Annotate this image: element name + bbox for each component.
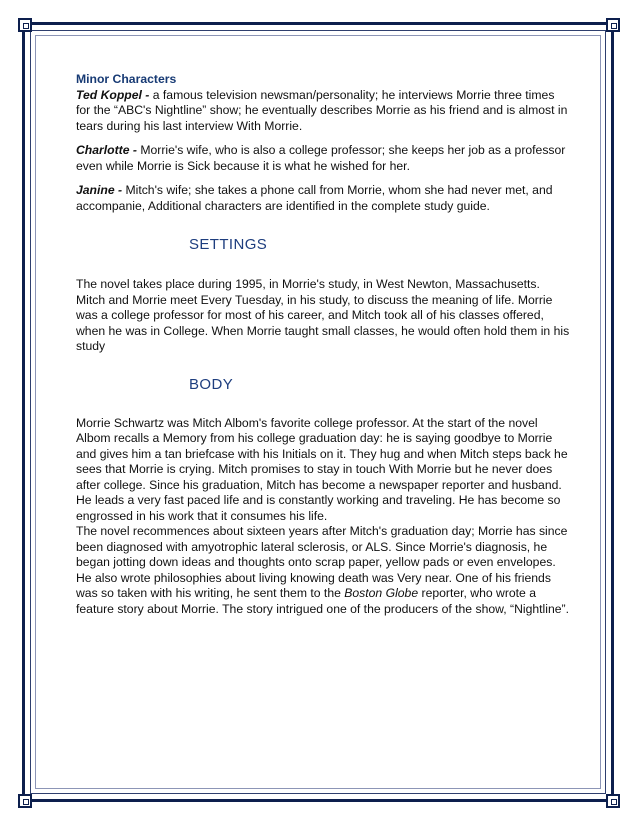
character-description: Morrie's wife, who is also a college professor; she keeps her job as a professor even while Morrie is Sick because it is what he wished for her. <box>76 143 566 173</box>
character-name: Ted Koppel - <box>76 87 153 102</box>
newspaper-name: Boston Globe <box>344 586 419 600</box>
settings-paragraph: The novel takes place during 1995, in Morrie's study, in West Newton, Massachusetts. Mitch and Morrie meet Every Tuesday, in his study, to discuss the meaning of life. Morrie was a college professor for most of his career, and Mitch took all of his classes offered, when he was in College. When Morrie taught small classes, he would often hold them in his study <box>76 277 570 353</box>
character-ted-koppel <box>76 88 572 135</box>
character-name: Charlotte - <box>76 143 141 157</box>
corner-ornament-top-left <box>18 18 32 32</box>
character-janine <box>76 183 572 214</box>
body-paragraph-2-text: The novel recommences about sixteen years after Mitch's graduation day; Morrie has since been diagnosed with amyotrophic lateral sclerosis, or ALS. Since Morrie's diagnosis, he began jotting down ideas and thoughts onto scrap paper, yellow pads or even envelopes. He also wrote philosophies about living knowing death was Very near. One of his friends was so taken with his writing, he sent them to the <box>76 524 568 600</box>
character-charlotte <box>76 143 572 174</box>
corner-ornament-top-right <box>606 18 620 32</box>
settings-heading: SETTINGS <box>189 236 268 253</box>
body-paragraph-2 <box>76 524 572 617</box>
body-heading: BODY <box>189 375 234 393</box>
corner-ornament-bottom-left <box>18 794 32 808</box>
character-name: Janine - <box>76 183 126 197</box>
body-paragraph-1: Morrie Schwartz was Mitch Albom's favorite college professor. At the start of the novel Albom recalls a Memory from his college graduation day: he is saying goodbye to Morrie and gives him a tan briefcase with his Initials on it. They hug and when Mitch steps back he sees that Morrie is crying. Mitch promises to stay in touch With Morrie but he never does after college. Since his graduation, Mitch has become a newspaper reporter and husband. He leads a very fast paced life and is constantly working and traveling. He has become so engrossed in his work that it consumes his life. <box>76 415 568 523</box>
character-description: Mitch's wife; she takes a phone call from Morrie, whom she had never met, and accompanie, Additional characters are identified in the complete study guide. <box>76 183 553 213</box>
body-paragraph-2-text-end: reporter, who wrote a feature story about Morrie. The story intrigued one of the producers of the show, “Nightline”. <box>76 586 569 616</box>
document-content <box>76 72 572 617</box>
corner-ornament-bottom-right <box>606 794 620 808</box>
character-description: a famous television newsman/personality; he interviews Morrie three times for the “ABC's Nightline” show; he eventually describes Morrie as his friend and is almost in tears during his last interview With Morrie. <box>76 87 568 133</box>
minor-characters-heading: Minor Characters <box>76 72 177 86</box>
